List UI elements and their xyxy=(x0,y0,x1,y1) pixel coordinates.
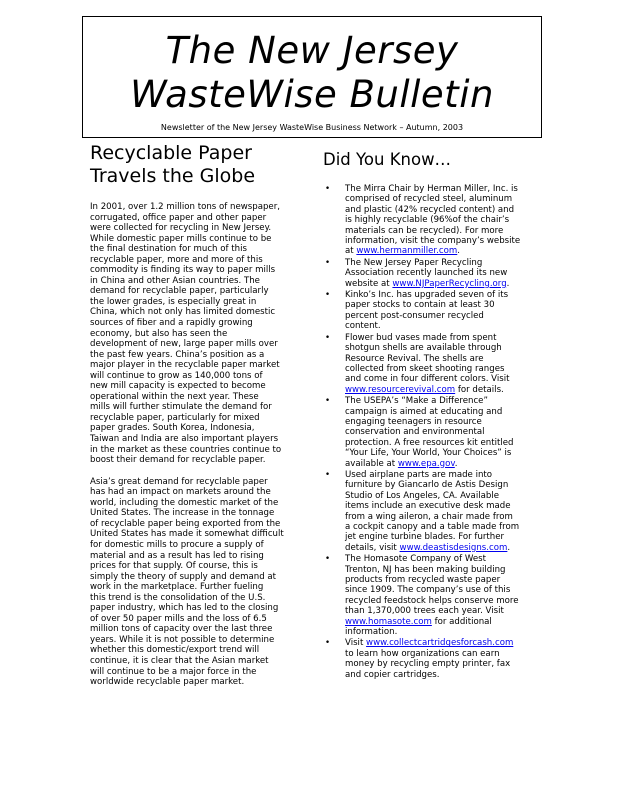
bullet-icon: • xyxy=(325,554,331,565)
link-homasote[interactable]: www.homasote.com xyxy=(345,616,432,627)
did-you-know-title: Did You Know… xyxy=(323,150,452,169)
article-column xyxy=(90,142,298,699)
bullet-icon: • xyxy=(325,184,331,194)
item-text-after: to learn how organizations can earn money by recycling empty printer, fax and copier cartridges. xyxy=(345,648,511,680)
item-text-after: for additional information. xyxy=(345,616,492,638)
item-text: Flower bud vases made from spent shotgun shells are available through Resource Revival. The shells are collected from skeet shooting ranges and come in four different colors. Visit xyxy=(345,332,510,385)
item-text-after: . xyxy=(454,458,458,469)
masthead xyxy=(82,16,542,138)
item-text: Visit xyxy=(345,638,367,649)
article-paragraph-2: Asia’s great demand for recyclable paper has had an impact on markets around the world, including the domestic market of the United States. The increase in the tonnage of recyclable paper being exported from the United States has made it somewhat difficult for domestic mills to procure a supply of material and as a result has led to rising prices for that supply. Of course, this is simply the theory of supply and demand at work in the marketplace. Further fueling this trend is the consolidation of the U.S. paper industry, which has led to the closing of over 50 paper mills and the loss of 6.5 million tons of capacity over the last three years. While it is not possible to determine whether this domestic/export trend will continue, it is clear that the Asian market will continue to be a major force in the worldwide recyclable paper market. xyxy=(90,476,284,688)
article-title-line1: Recyclable Paper xyxy=(90,142,252,164)
list-item xyxy=(323,290,535,332)
item-text: The New Jersey Paper Recycling Association recently launched its new website at xyxy=(345,257,508,289)
bullet-icon: • xyxy=(325,290,331,301)
item-text-after: . xyxy=(457,246,460,257)
article-paragraph-1: In 2001, over 1.2 million tons of newspaper, corrugated, office paper and other paper were collected for recycling in New Jersey. While domestic paper mills continue to be the final destination for much of this recyclable paper, more and more of this commodity is finding its way to paper mills in China and other Asian countries. The demand for recyclable paper, particularly the lower grades, is especially great in China, which not only has limited domestic sources of fiber and a rapidly growing economy, but also has seen the development of new, large paper mills over the past few years. China’s position as a major player in the recyclable paper market will continue to grow as 140,000 tons of new mill capacity is expected to become operational within the next year. These mills will further stimulate the demand for recyclable paper, particularly for mixed paper grades. South Korea, Indonesia, Taiwan and India are also important players in the market as these countries continue to boost their demand for recyclable paper. xyxy=(90,202,282,466)
bullet-icon: • xyxy=(325,396,331,407)
list-item xyxy=(323,396,535,469)
newsletter-title-line2: WasteWise Bulletin xyxy=(130,73,494,116)
did-you-know-list xyxy=(323,184,535,680)
link-deastisdesigns[interactable]: www.deastisdesigns.com xyxy=(399,542,508,553)
link-collectcartridgesforcash[interactable]: www.collectcartridgesforcash.com xyxy=(366,638,514,649)
list-item xyxy=(323,258,535,289)
item-text-after: . xyxy=(507,542,511,553)
item-text: The USEPA’s “Make a Difference” campaign is aimed at educating and engaging teenagers in resource conservation and environmental protection. A free resources kit entitled “Your Life, Your World, Your Choices” is available at xyxy=(345,396,514,469)
item-text-after: . xyxy=(506,278,510,289)
list-item xyxy=(323,554,535,637)
item-text: The Homasote Company of West Trenton, NJ has been making building products from recycled waste paper since 1909. The company’s use of this recycled feedstock helps conserve more than 1,370,000 trees each year. Visit xyxy=(345,554,519,617)
bullet-icon: • xyxy=(325,332,331,343)
list-item xyxy=(323,638,535,680)
bullet-icon: • xyxy=(325,638,331,649)
link-hermanmiller[interactable]: www.hermanmiller.com xyxy=(356,246,458,257)
item-text: The Mirra Chair by Herman Miller, Inc. is comprised of recycled steel, aluminum and plastic (42% recycled content) and is highly recyclable (96%of the chair’s materials can be recycled). For more information, visit the company’s website at xyxy=(345,184,521,257)
article-title xyxy=(90,142,298,188)
link-resourcerevival[interactable]: www.resourcerevival.com xyxy=(345,384,456,395)
list-item xyxy=(323,333,535,395)
link-njpaperrecycling[interactable]: www.NJPaperRecycling.org xyxy=(392,278,507,289)
item-text-after: for details. xyxy=(455,384,504,395)
list-item xyxy=(323,184,535,257)
did-you-know-column xyxy=(323,150,535,681)
list-item xyxy=(323,470,535,553)
article-title-line2: Travels the Globe xyxy=(90,165,256,187)
link-epa[interactable]: www.epa.gov xyxy=(397,458,455,469)
item-text: Kinko’s Inc. has upgraded seven of its paper stocks to contain at least 30 percent post-consumer recycled content. xyxy=(345,290,509,332)
bullet-icon: • xyxy=(325,257,331,268)
newsletter-title-line1: The New Jersey xyxy=(165,29,459,72)
newsletter-subtitle: Newsletter of the New Jersey WasteWise Business Network – Autumn, 2003 xyxy=(160,123,464,132)
bullet-icon: • xyxy=(325,469,331,480)
newsletter-title xyxy=(83,29,541,117)
item-text: Used airplane parts are made into furniture by Giancarlo de Astis Design Studio of Los Angeles, CA. Available items include an executive desk made from a wing aileron, a chair made from a cockpit canopy and a table made from jet engine turbine blades. For further details, visit xyxy=(345,469,520,553)
